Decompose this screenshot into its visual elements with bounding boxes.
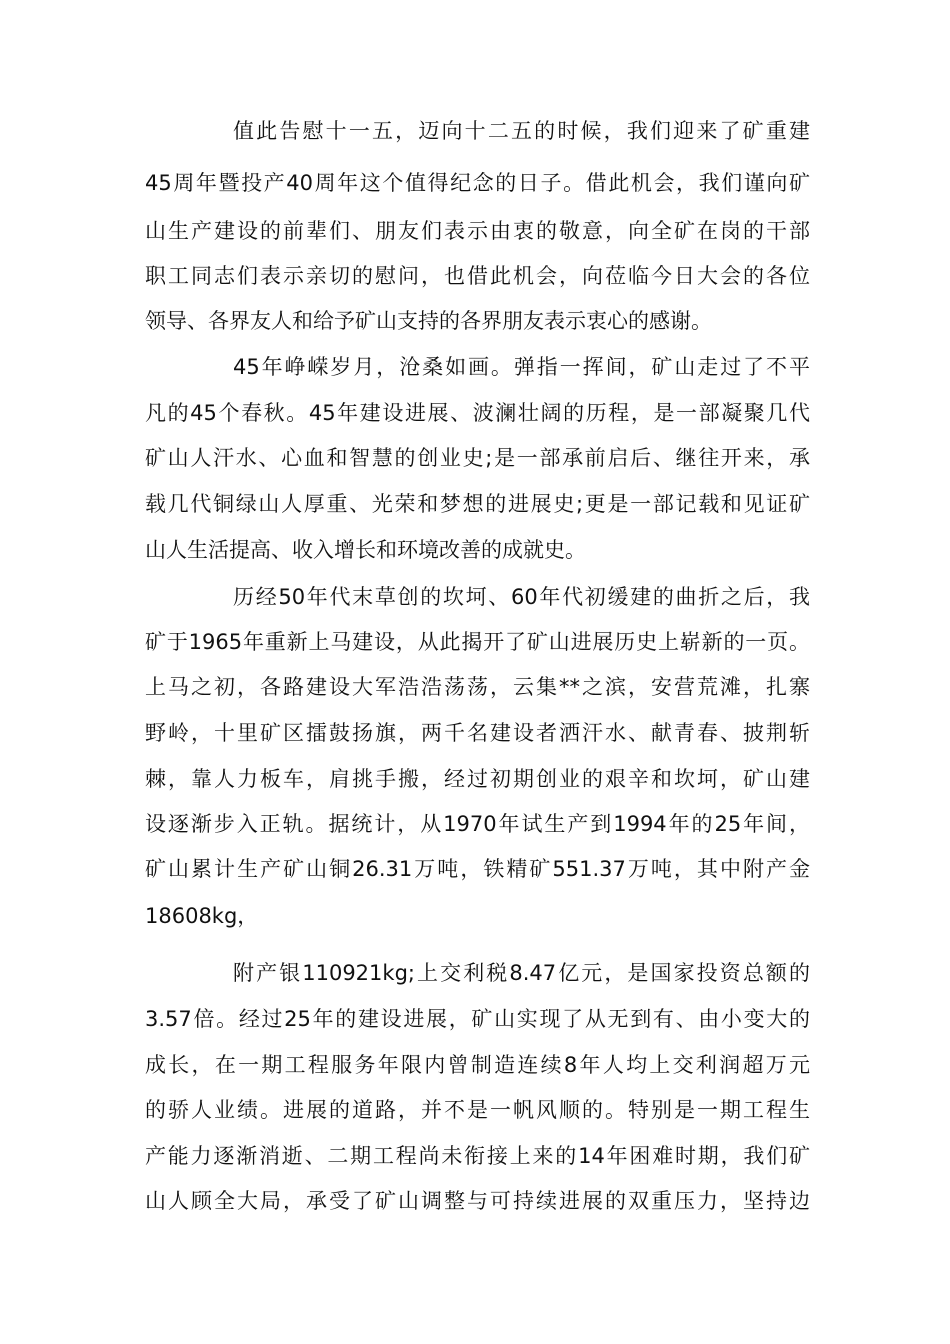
- text-line: 山人生活提高、收入增长和环境改善的成就史。: [145, 538, 586, 562]
- text-line: 凡的45个春秋。45年建设进展、波澜壮阔的历程，是一部凝聚几代: [145, 401, 810, 425]
- text-line: 的骄人业绩。进展的道路，并不是一帆风顺的。特别是一期工程生: [145, 1098, 810, 1122]
- text-line: 职工同志们表示亲切的慰问，也借此机会，向莅临今日大会的各位: [145, 264, 810, 288]
- text-line: 3.57倍。经过25年的建设进展，矿山实现了从无到有、由小变大的: [145, 1007, 810, 1031]
- text-line: 山生产建设的前辈们、朋友们表示由衷的敬意，向全矿在岗的干部: [145, 219, 810, 243]
- text-line: 值此告慰十一五，迈向十二五的时候，我们迎来了矿重建: [233, 119, 810, 143]
- text-line: 野岭，十里矿区擂鼓扬旗，两千名建设者洒汗水、献青春、披荆斩: [145, 721, 810, 745]
- text-line: 18608kg，: [145, 904, 259, 928]
- text-line: 载几代铜绿山人厚重、光荣和梦想的进展史;更是一部记载和见证矿: [145, 492, 810, 516]
- text-line: 山人顾全大局，承受了矿山调整与可持续进展的双重压力，坚持边: [145, 1189, 810, 1213]
- text-line: 矿山累计生产矿山铜26.31万吨，铁精矿551.37万吨，其中附产金: [145, 857, 810, 881]
- text-line: 附产银110921kg;上交利税8.47亿元，是国家投资总额的: [233, 961, 810, 985]
- text-line: 产能力逐渐消逝、二期工程尚未衔接上来的14年困难时期，我们矿: [145, 1144, 810, 1168]
- text-line: 矿山人汗水、心血和智慧的创业史;是一部承前启后、继往开来，承: [145, 446, 810, 470]
- text-line: 领导、各界友人和给予矿山支持的各界朋友表示衷心的感谢。: [145, 309, 712, 333]
- text-line: 45周年暨投产40周年这个值得纪念的日子。借此机会，我们谨向矿: [145, 171, 810, 195]
- text-line: 45年峥嵘岁月，沧桑如画。弹指一挥间，矿山走过了不平: [233, 355, 810, 379]
- text-line: 棘，靠人力板车，肩挑手搬，经过初期创业的艰辛和坎坷，矿山建: [145, 767, 810, 791]
- text-line: 矿于1965年重新上马建设，从此揭开了矿山进展历史上崭新的一页。: [145, 630, 810, 654]
- text-line: 成长，在一期工程服务年限内曾制造连续8年人均上交利润超万元: [145, 1053, 810, 1077]
- text-line: 历经50年代末草创的坎坷、60年代初缓建的曲折之后，我: [233, 585, 810, 609]
- text-line: 上马之初，各路建设大军浩浩荡荡，云集**之滨，安营荒滩，扎寨: [145, 675, 810, 699]
- text-line: 设逐渐步入正轨。据统计，从1970年试生产到1994年的25年间，: [145, 812, 810, 836]
